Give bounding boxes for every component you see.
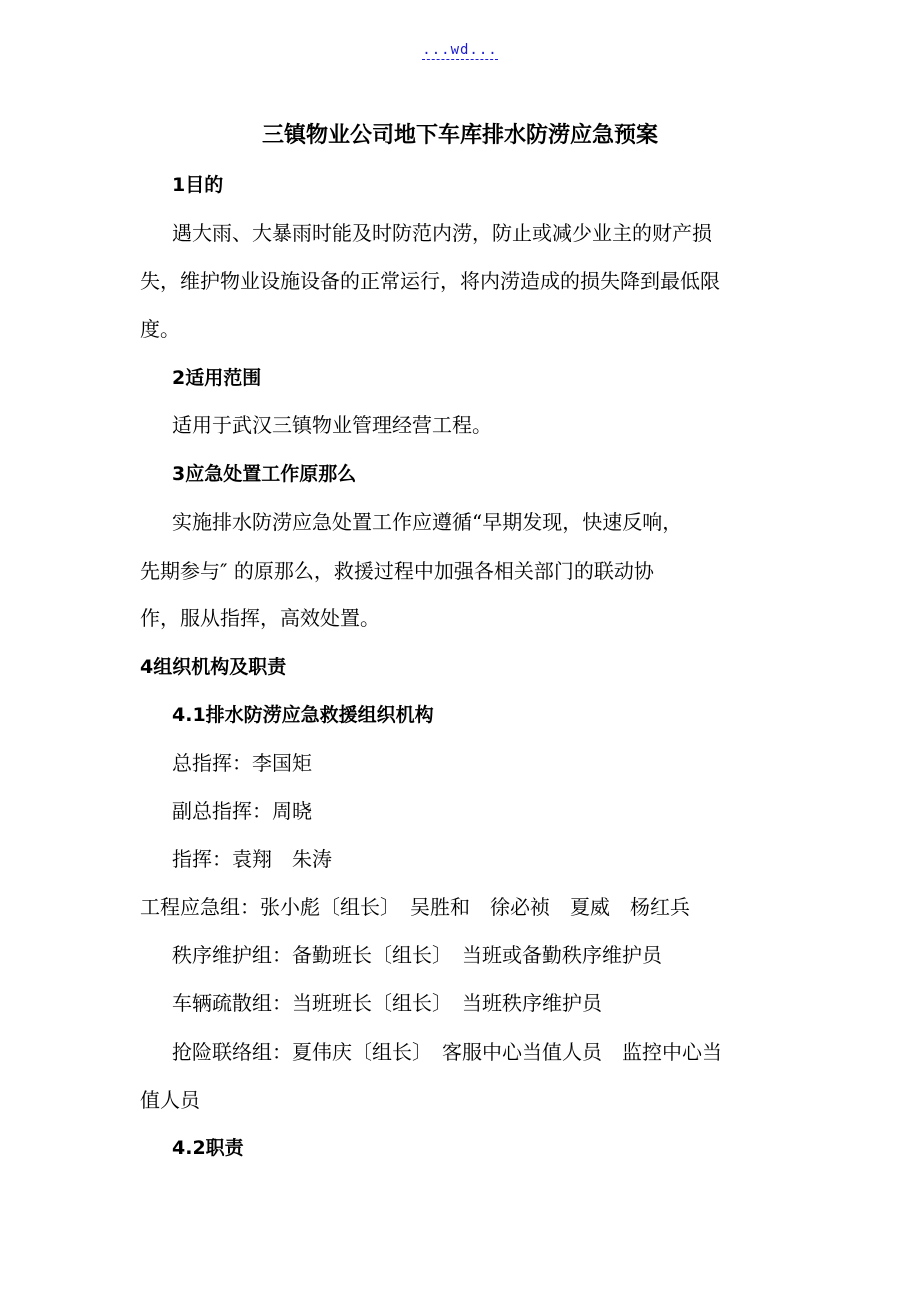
section-3-para-line-3: 作，服从指挥，高效处置。 (140, 606, 380, 630)
org-line-commander: 总指挥：李国矩 (172, 751, 312, 775)
org-line-liaison-team-cont: 值人员 (140, 1088, 200, 1112)
header-link-text[interactable]: ...wd... (422, 42, 498, 58)
section-3-para-line-1: 实施排水防涝应急处置工作应遵循“早期发现，快速反响， (172, 510, 683, 534)
section-2-heading: 2适用范围 (172, 367, 262, 389)
section-4-2-heading: 4.2职责 (172, 1137, 244, 1159)
document-title: 三镇物业公司地下车库排水防涝应急预案 (261, 123, 658, 148)
section-3-heading: 3应急处置工作原那么 (172, 463, 357, 485)
section-1-para-line-2: 失，维护物业设施设备的正常运行，将内涝造成的损失降到最低限 (140, 269, 720, 293)
header-link[interactable] (0, 42, 920, 58)
section-3-para-line-2: 先期参与″ 的原那么，救援过程中加强各相关部门的联动协 (140, 559, 654, 583)
section-1-para-line-3: 度。 (140, 317, 180, 341)
section-2-para: 适用于武汉三镇物业管理经营工程。 (172, 413, 492, 437)
section-1-heading: 1目的 (172, 174, 224, 196)
org-line-directors: 指挥：袁翔 朱涛 (172, 847, 332, 871)
org-line-liaison-team: 抢险联络组：夏伟庆〔组长〕 客服中心当值人员 监控中心当 (172, 1040, 722, 1064)
org-line-vehicle-team: 车辆疏散组：当班班长〔组长〕 当班秩序维护员 (172, 991, 602, 1015)
org-line-order-team: 秩序维护组：备勤班长〔组长〕 当班或备勤秩序维护员 (172, 943, 662, 967)
section-4-heading: 4组织机构及职责 (140, 656, 287, 678)
section-1-para-line-1: 遇大雨、大暴雨时能及时防范内涝，防止或减少业主的财产损 (172, 221, 712, 245)
org-line-engineering-team: 工程应急组：张小彪〔组长〕 吴胜和 徐必祯 夏威 杨红兵 (140, 895, 690, 919)
org-line-deputy-commander: 副总指挥：周晓 (172, 799, 312, 823)
section-4-1-heading: 4.1排水防涝应急救援组织机构 (172, 704, 434, 726)
